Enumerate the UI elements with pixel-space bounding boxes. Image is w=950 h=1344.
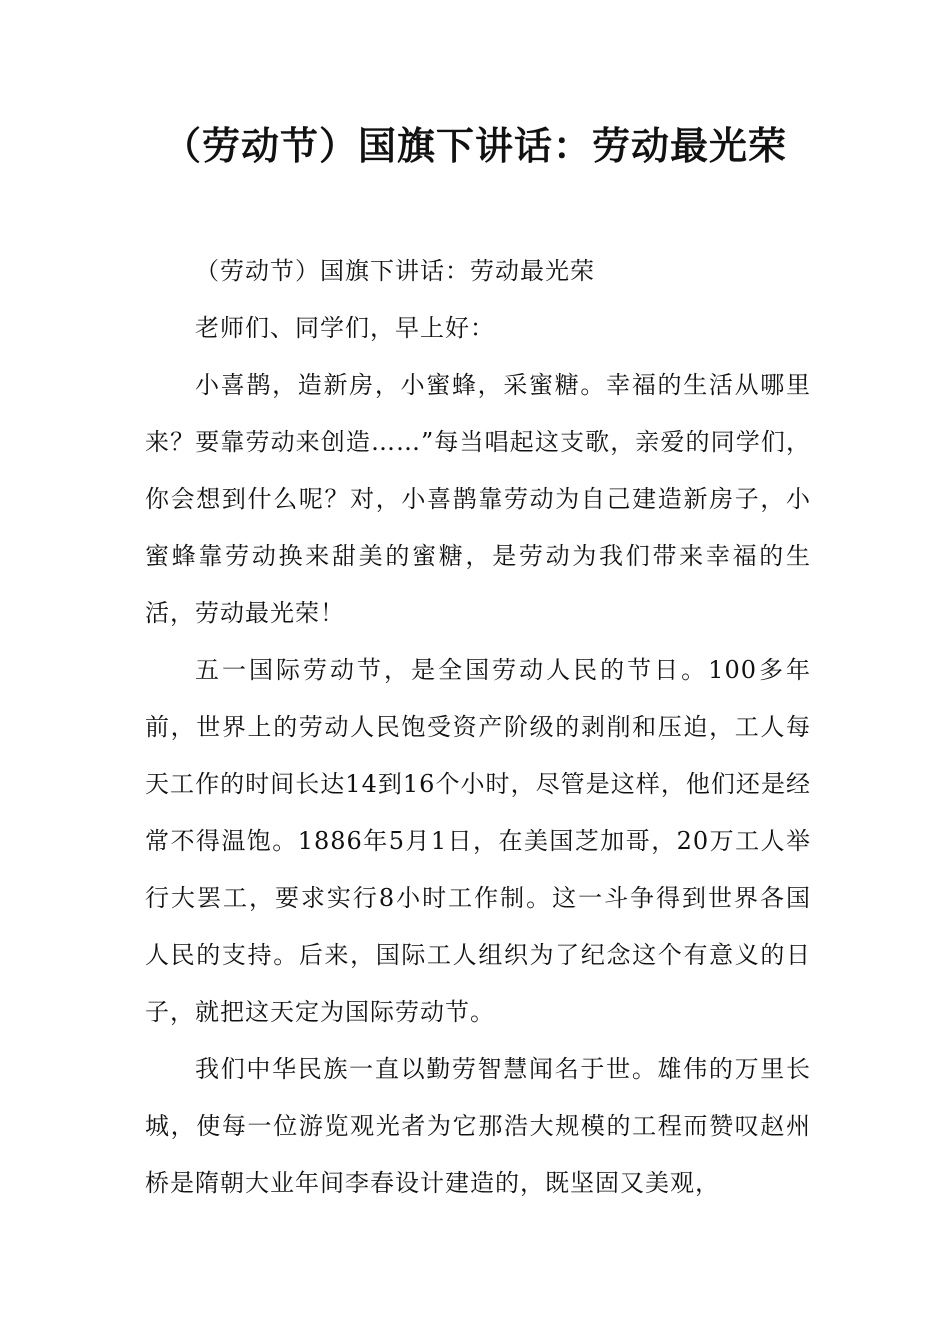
paragraph-history: 五一国际劳动节，是全国劳动人民的节日。100多年前，世界上的劳动人民饱受资产阶级的剥削和压迫，工人每天工作的时间长达14到16个小时，尽管是这样，他们还是经常不得温饱。1886年5月1日，在美国芝加哥，20万工人举行大罢工，要求实行8小时工作制。这一斗争得到世界各国人民的支持。后来，国际工人组织为了纪念这个有意义的日子，就把这天定为国际劳动节。 — [145, 656, 811, 1026]
paragraph-song: 小喜鹊，造新房，小蜜蜂，采蜜糖。幸福的生活从哪里来？要靠劳动来创造……”每当唱起这支歌，亲爱的同学们，你会想到什么呢？对，小喜鹊靠劳动为自己建造新房子，小蜜蜂靠劳动换来甜美的蜜糖，是劳动为我们带来幸福的生活，劳动最光荣！ — [145, 371, 811, 627]
document-body — [145, 243, 811, 1212]
paragraph-heading-repeat: （劳动节）国旗下讲话：劳动最光荣 — [195, 257, 595, 285]
paragraph-greeting: 老师们、同学们，早上好： — [195, 314, 495, 342]
paragraph-chinese-nation: 我们中华民族一直以勤劳智慧闻名于世。雄伟的万里长城，使每一位游览观光者为它那浩大规模的工程而赞叹赵州桥是隋朝大业年间李春设计建造的，既坚固又美观， — [145, 1055, 811, 1197]
document-title: （劳动节）国旗下讲话：劳动最光荣 — [162, 123, 787, 168]
